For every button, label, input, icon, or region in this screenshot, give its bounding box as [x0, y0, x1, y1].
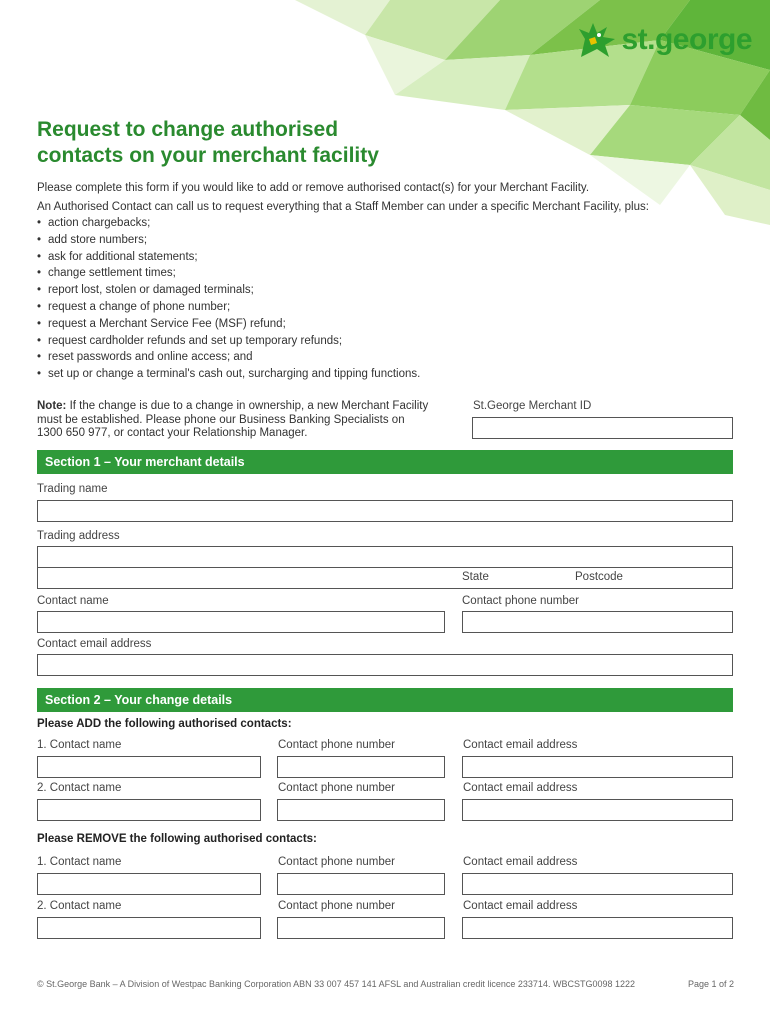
add-contact1-phone-field[interactable]	[277, 756, 445, 778]
list-item: • request a Merchant Service Fee (MSF) refund;	[37, 316, 420, 333]
trading-address-field-1[interactable]	[37, 546, 733, 568]
page-number: Page 1 of 2	[687, 979, 734, 989]
add-contact1-phone-label: Contact phone number	[278, 739, 395, 751]
add-contact1-email-field[interactable]	[462, 756, 733, 778]
remove-contact2-email-field[interactable]	[462, 917, 733, 939]
trading-name-field[interactable]	[37, 500, 733, 522]
add-contact2-phone-field[interactable]	[277, 799, 445, 821]
footer-legal: © St.George Bank – A Division of Westpac Banking Corporation ABN 33 007 457 141 AFSL and Australian credit licence 233714. WBCSTG0098 1222	[37, 979, 635, 989]
intro-text: Please complete this form if you would like to add or remove authorised contact(s) for your Merchant Facility.	[37, 182, 590, 194]
remove-contact1-phone-label: Contact phone number	[278, 856, 395, 868]
remove-contact2-phone-label: Contact phone number	[278, 900, 395, 912]
contact-email-label: Contact email address	[37, 638, 152, 650]
list-item: • change settlement times;	[37, 265, 420, 282]
list-item: • add store numbers;	[37, 232, 420, 249]
remove-contact2-phone-field[interactable]	[277, 917, 445, 939]
merchant-id-label: St.George Merchant ID	[473, 400, 592, 412]
contact-name-label: Contact name	[37, 595, 109, 607]
privileges-list	[37, 215, 420, 383]
remove-contact1-email-field[interactable]	[462, 873, 733, 895]
brand-name: st.george	[621, 23, 752, 56]
add-contact2-name-field[interactable]	[37, 799, 261, 821]
remove-contact1-name-field[interactable]	[37, 873, 261, 895]
trading-address-label: Trading address	[37, 530, 120, 542]
ownership-note: Note: If the change is due to a change in ownership, a new Merchant Facility must be established. Please phone our Business Banking Specialists on 1300 650 977, or contact your Relationship Manager.	[37, 400, 429, 439]
list-item: • report lost, stolen or damaged terminals;	[37, 282, 420, 299]
list-item: • request cardholder refunds and set up temporary refunds;	[37, 333, 420, 350]
merchant-id-field[interactable]	[472, 417, 733, 439]
remove-contact1-phone-field[interactable]	[277, 873, 445, 895]
list-item: • ask for additional statements;	[37, 249, 420, 266]
postcode-label: Postcode	[575, 571, 623, 583]
remove-contact2-name-field[interactable]	[37, 917, 261, 939]
remove-contact1-name-label: 1. Contact name	[37, 856, 122, 868]
contact-email-field[interactable]	[37, 654, 733, 676]
remove-contact2-email-label: Contact email address	[463, 900, 578, 912]
contact-phone-field[interactable]	[462, 611, 733, 633]
remove-contact2-name-label: 2. Contact name	[37, 900, 122, 912]
contact-name-field[interactable]	[37, 611, 445, 633]
contact-phone-label: Contact phone number	[462, 595, 579, 607]
add-contact2-phone-label: Contact phone number	[278, 782, 395, 794]
page-title: Request to change authorised contacts on your merchant facility	[37, 118, 379, 167]
trading-address-field-2[interactable]	[37, 567, 733, 589]
add-contact1-name-label: 1. Contact name	[37, 739, 122, 751]
brand-logo	[575, 16, 752, 64]
remove-contact1-email-label: Contact email address	[463, 856, 578, 868]
add-contact2-email-label: Contact email address	[463, 782, 578, 794]
dragon-icon	[575, 17, 619, 63]
add-contact2-email-field[interactable]	[462, 799, 733, 821]
section1-heading: Section 1 – Your merchant details	[37, 450, 733, 474]
description-text: An Authorised Contact can call us to request everything that a Staff Member can under a specific Merchant Facility, plus:	[37, 201, 649, 213]
section2-heading: Section 2 – Your change details	[37, 688, 733, 712]
list-item: • action chargebacks;	[37, 215, 420, 232]
trading-name-label: Trading name	[37, 483, 108, 495]
list-item: • request a change of phone number;	[37, 299, 420, 316]
add-contact1-email-label: Contact email address	[463, 739, 578, 751]
remove-contacts-heading: Please REMOVE the following authorised contacts:	[37, 833, 317, 845]
state-label: State	[462, 571, 489, 583]
add-contact2-name-label: 2. Contact name	[37, 782, 122, 794]
add-contacts-heading: Please ADD the following authorised contacts:	[37, 718, 292, 730]
list-item: • reset passwords and online access; and	[37, 349, 420, 366]
add-contact1-name-field[interactable]	[37, 756, 261, 778]
list-item: • set up or change a terminal's cash out, surcharging and tipping functions.	[37, 366, 420, 383]
